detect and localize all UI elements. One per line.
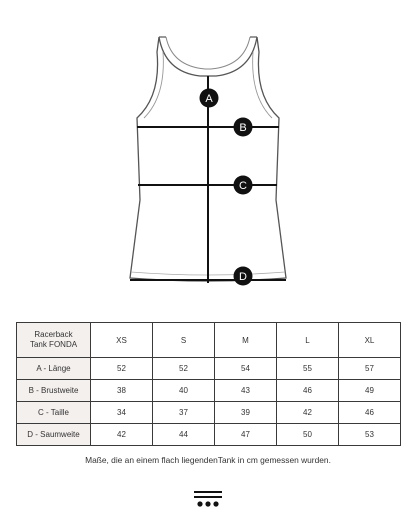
table-cell: 43 <box>215 380 277 402</box>
size-header-xl: XL <box>339 323 401 358</box>
table-cell: 55 <box>277 358 339 380</box>
table-row <box>17 358 401 380</box>
row-label: C - Taille <box>17 402 91 424</box>
table-row <box>17 380 401 402</box>
marker-a <box>200 89 219 108</box>
table-cell: 40 <box>153 380 215 402</box>
svg-text:A: A <box>205 93 213 105</box>
size-header-l: L <box>277 323 339 358</box>
right-armhole-binding <box>253 52 272 118</box>
table-header-row <box>17 323 401 358</box>
corner-line-1: Racerback <box>34 330 73 339</box>
row-label: D - Saumweite <box>17 424 91 446</box>
table-cell: 42 <box>91 424 153 446</box>
table-cell: 54 <box>215 358 277 380</box>
table-cell: 52 <box>91 358 153 380</box>
size-header-xs: XS <box>91 323 153 358</box>
neckline-binding <box>166 37 250 69</box>
size-header-s: S <box>153 323 215 358</box>
size-header-m: M <box>215 323 277 358</box>
table-cell: 39 <box>215 402 277 424</box>
table-corner-cell <box>17 323 91 358</box>
table-cell: 37 <box>153 402 215 424</box>
svg-text:B: B <box>239 122 247 134</box>
corner-line-2: Tank FONDA <box>29 340 78 349</box>
table-cell: 47 <box>215 424 277 446</box>
row-label: B - Brustweite <box>17 380 91 402</box>
size-chart-table <box>16 322 401 446</box>
table-cell: 42 <box>277 402 339 424</box>
table-cell: 53 <box>339 424 401 446</box>
table-cell: 50 <box>277 424 339 446</box>
table-cell: 46 <box>339 402 401 424</box>
row-label: A - Länge <box>17 358 91 380</box>
marker-b <box>234 118 253 137</box>
marker-d <box>234 267 253 286</box>
table-cell: 44 <box>153 424 215 446</box>
marker-c <box>234 176 253 195</box>
svg-text:C: C <box>239 180 247 192</box>
brand-logo-icon <box>193 490 223 508</box>
left-armhole-binding <box>144 52 163 118</box>
table-cell: 34 <box>91 402 153 424</box>
table-row <box>17 402 401 424</box>
measurement-footnote: Maße, die an einem flach liegendenTank in cm gemessen wurden. <box>85 455 331 465</box>
table-row <box>17 424 401 446</box>
table-cell: 49 <box>339 380 401 402</box>
table-cell: 38 <box>91 380 153 402</box>
table-cell: 57 <box>339 358 401 380</box>
table-cell: 46 <box>277 380 339 402</box>
table-cell: 52 <box>153 358 215 380</box>
svg-text:D: D <box>239 271 247 283</box>
